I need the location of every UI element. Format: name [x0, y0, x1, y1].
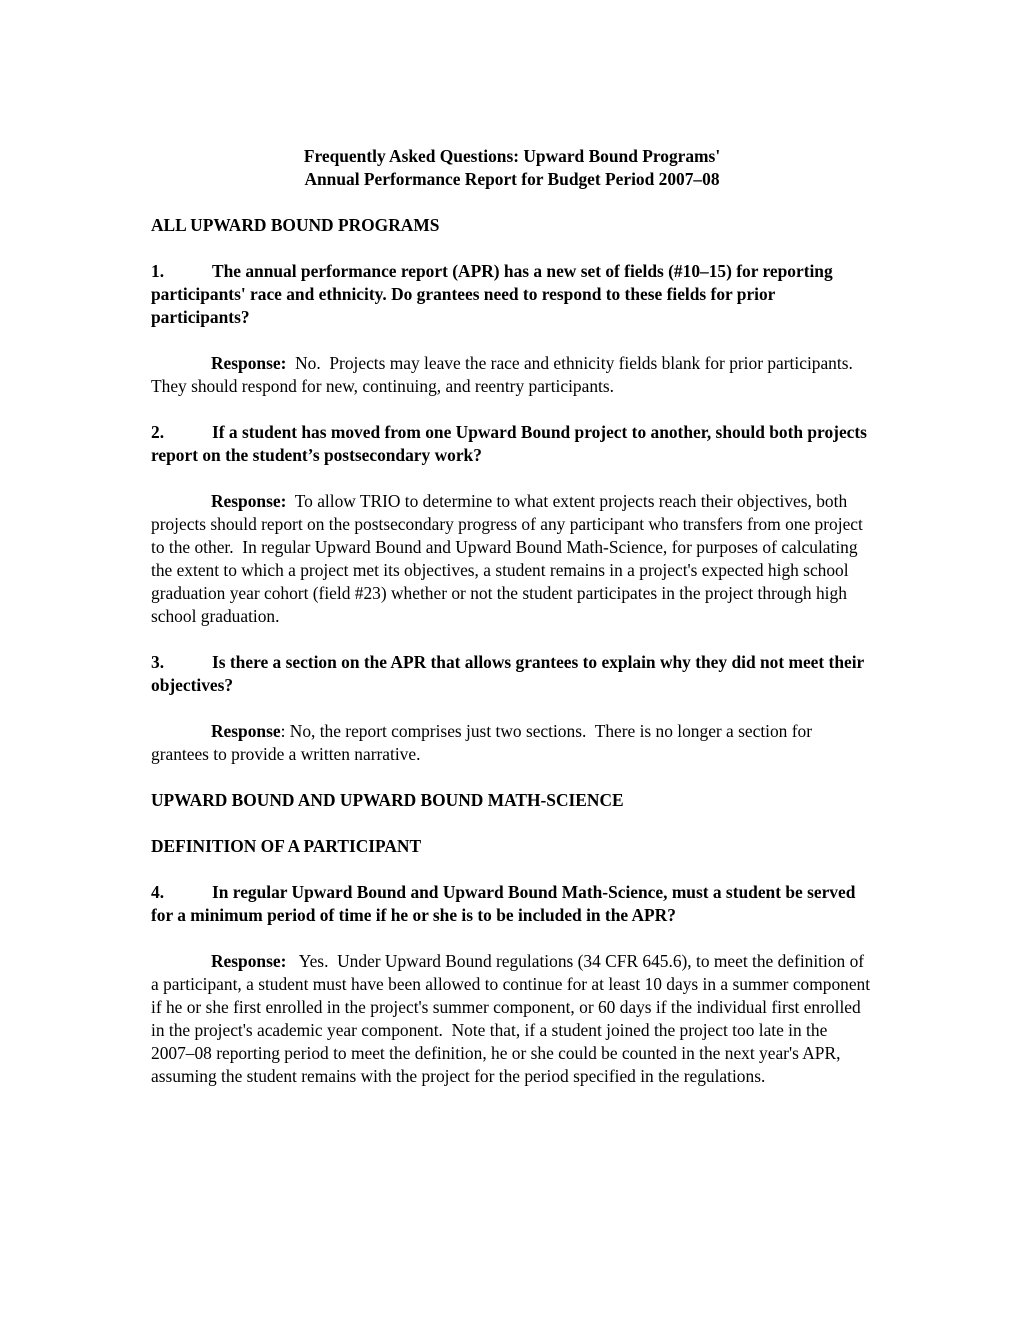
response-4 [151, 950, 873, 1088]
response-text: Yes. Under Upward Bound regulations (34 CFR 645.6), to meet the definition of a participant, a student must have been allowed to continue for at least 10 days in a summer component if he or she first enrolled in the project's summer component, or 60 days if the individual first enrolled in the project's academic year component. Note that, if a student joined the project too late in the 2007–08 reporting period to meet the definition, he or she could be counted in the next year's APR, assuming the student remains with the project for the period specified in the regulations. [151, 951, 875, 1086]
question-text: The annual performance report (APR) has a new set of fields (#10–15) for reporting participants' race and ethnicity. Do grantees need to respond to these fields for prior participants? [151, 261, 833, 327]
question-1 [151, 260, 873, 329]
section-heading-ub-math-science: UPWARD BOUND AND UPWARD BOUND MATH-SCIENCE [151, 790, 624, 810]
response-2 [151, 490, 873, 628]
question-number: 2. [151, 422, 165, 442]
response-1 [151, 352, 873, 398]
question-3 [151, 651, 873, 697]
response-text: No. Projects may leave the race and ethnicity fields blank for prior participants. They should respond for new, continuing, and reentry participants. [151, 353, 862, 396]
response-text: To allow TRIO to determine to what extent projects reach their objectives, both projects should report on the postsecondary progress of any participant who transfers from one project to the other. In regular Upward Bound and Upward Bound Math-Science, for purposes of calculating the extent to which a project met its objectives, a student remains in a project's expected high school graduation year cohort (field #23) whether or not the student participates in the project through high school graduation. [151, 491, 868, 626]
question-4 [151, 881, 873, 927]
document-title-line-2: Annual Performance Report for Budget Period 2007–08 [304, 169, 720, 189]
question-number: 4. [151, 882, 165, 902]
response-label: Response: [211, 491, 287, 511]
response-label: Response: [211, 951, 287, 971]
response-label: Response [211, 721, 281, 741]
question-2 [151, 421, 873, 467]
section-heading-all-programs: ALL UPWARD BOUND PROGRAMS [151, 215, 440, 235]
document-title-line-1: Frequently Asked Questions: Upward Bound Programs' [303, 146, 721, 166]
response-label: Response: [211, 353, 287, 373]
response-text: : No, the report comprises just two sections. There is no longer a section for grantees to provide a written narrative. [151, 721, 817, 764]
question-text: If a student has moved from one Upward Bound project to another, should both projects report on the student’s postsecondary work? [151, 422, 867, 465]
question-number: 1. [151, 261, 165, 281]
question-text: Is there a section on the APR that allows grantees to explain why they did not meet their objectives? [151, 652, 864, 695]
document-page [151, 145, 873, 1088]
question-number: 3. [151, 652, 165, 672]
response-3 [151, 720, 873, 766]
question-text: In regular Upward Bound and Upward Bound Math-Science, must a student be served for a minimum period of time if he or she is to be included in the APR? [151, 882, 856, 925]
section-heading-definition: DEFINITION OF A PARTICIPANT [151, 836, 422, 856]
